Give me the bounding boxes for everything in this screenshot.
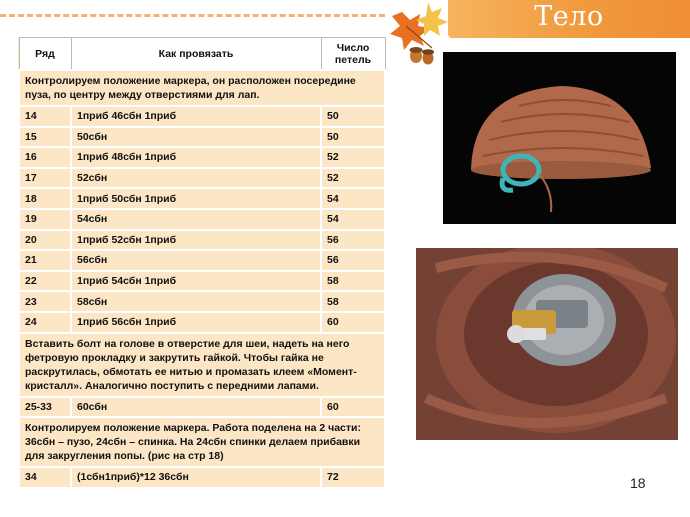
row-number: 23 [19, 291, 71, 312]
column-header-count: Число петель [321, 38, 385, 71]
row-instruction: 52сбн [71, 168, 321, 189]
row-number: 15 [19, 127, 71, 148]
row-instruction: 1приб 50сбн 1приб [71, 188, 321, 209]
row-count: 56 [321, 230, 385, 251]
column-header-row: Ряд [19, 38, 71, 71]
row-number: 14 [19, 106, 71, 127]
row-number: 24 [19, 312, 71, 333]
row-number: 18 [19, 188, 71, 209]
row-count: 54 [321, 188, 385, 209]
table-row [19, 168, 385, 189]
row-number: 16 [19, 147, 71, 168]
table-row [19, 106, 385, 127]
row-count: 52 [321, 147, 385, 168]
photo-bolt-neck [416, 248, 678, 440]
table-row [19, 188, 385, 209]
table-row [19, 127, 385, 148]
note-row [19, 417, 385, 467]
table-row [19, 291, 385, 312]
photo-crochet-body [443, 52, 676, 224]
row-number: 22 [19, 271, 71, 292]
table-row [19, 467, 385, 488]
row-number: 17 [19, 168, 71, 189]
table-row [19, 230, 385, 251]
table-row [19, 147, 385, 168]
column-header-how: Как провязать [71, 38, 321, 71]
table-row [19, 250, 385, 271]
row-instruction: 1приб 56сбн 1приб [71, 312, 321, 333]
page-title: Тело [534, 1, 604, 32]
row-count: 58 [321, 291, 385, 312]
row-instruction: 50сбн [71, 127, 321, 148]
row-instruction: 60сбн [71, 397, 321, 418]
table-row [19, 271, 385, 292]
row-number: 19 [19, 209, 71, 230]
table-row [19, 397, 385, 418]
row-instruction: 1приб 54сбн 1приб [71, 271, 321, 292]
row-count: 60 [321, 312, 385, 333]
header-dashed-line [0, 14, 385, 17]
note-row [19, 70, 385, 106]
table-header-row [19, 38, 385, 71]
row-count: 72 [321, 467, 385, 488]
row-instruction: (1сбн1приб)*12 36сбн [71, 467, 321, 488]
header-band [448, 0, 690, 38]
row-count: 50 [321, 106, 385, 127]
table-row [19, 209, 385, 230]
row-number: 21 [19, 250, 71, 271]
note-text: Контролируем положение маркера, он расположен посередине пуза, по центру между отверстиями для лап. [19, 70, 385, 106]
table-row [19, 312, 385, 333]
row-number: 20 [19, 230, 71, 251]
row-instruction: 58сбн [71, 291, 321, 312]
pattern-table [18, 37, 386, 489]
row-instruction: 1приб 46сбн 1приб [71, 106, 321, 127]
note-text: Контролируем положение маркера. Работа поделена на 2 части: 36сбн – пузо, 24сбн – спинка. На 24сбн спинки делаем прибавки для закругления попы. (рис на стр 18) [19, 417, 385, 467]
page-number: 18 [630, 475, 646, 491]
row-count: 58 [321, 271, 385, 292]
row-number: 34 [19, 467, 71, 488]
row-instruction: 56сбн [71, 250, 321, 271]
row-count: 60 [321, 397, 385, 418]
row-instruction: 54сбн [71, 209, 321, 230]
row-count: 54 [321, 209, 385, 230]
note-text: Вставить болт на голове в отверстие для шеи, надеть на него фетровую прокладку и закрутить гайкой. Чтобы гайка не раскрутилась, обмотать ее нитью и промазать клеем «Момент-кристалл». Аналогично поступить с передними лапами. [19, 333, 385, 397]
row-count: 52 [321, 168, 385, 189]
row-count: 56 [321, 250, 385, 271]
row-count: 50 [321, 127, 385, 148]
row-instruction: 1приб 48сбн 1приб [71, 147, 321, 168]
note-row [19, 333, 385, 397]
row-instruction: 1приб 52сбн 1приб [71, 230, 321, 251]
row-number: 25-33 [19, 397, 71, 418]
